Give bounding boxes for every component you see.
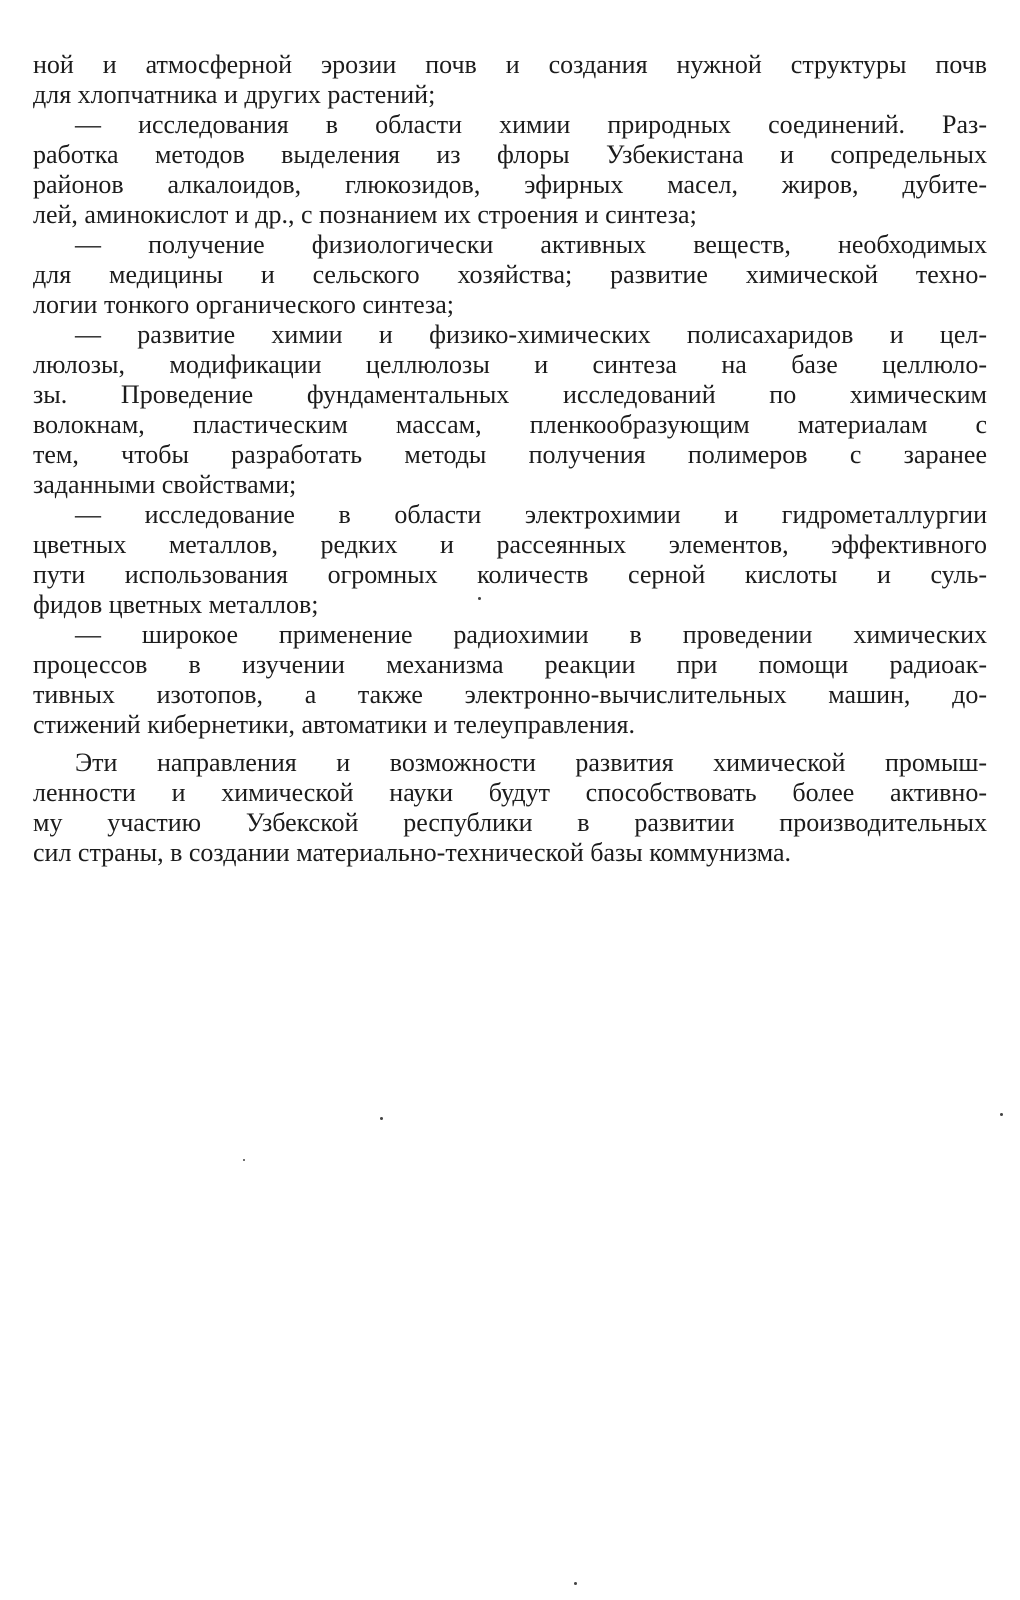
text-line: фидов цветных металлов; xyxy=(33,590,319,619)
text-line: сил страны, в создании материально-технической базы коммунизма. xyxy=(33,838,792,867)
text-line: волокнам, пластическим массам, пленкообразующим материалам с xyxy=(33,410,987,439)
text-line: процессов в изучении механизма реакции при помощи радиоак- xyxy=(33,650,987,679)
text-line: заданными свойствами; xyxy=(33,470,297,499)
paragraph xyxy=(33,110,987,230)
text-line: пути использования огромных количеств серной кислоты и суль- xyxy=(33,560,987,589)
paragraph xyxy=(33,230,987,320)
scan-speck xyxy=(1000,1113,1003,1116)
text-line: — получение физиологически активных веществ, необходимых xyxy=(75,230,987,259)
scan-speck xyxy=(380,1117,383,1120)
text-line: му участию Узбекской республики в развитии производительных xyxy=(33,808,987,837)
scan-speck xyxy=(478,597,481,600)
paragraph xyxy=(33,320,987,500)
scan-speck xyxy=(574,1582,577,1585)
document-page xyxy=(33,50,987,868)
paragraph xyxy=(33,748,987,868)
scan-speck xyxy=(243,1159,245,1161)
text-line: цветных металлов, редких и рассеянных элементов, эффективного xyxy=(33,530,987,559)
text-line: работка методов выделения из флоры Узбекистана и сопредельных xyxy=(33,140,987,169)
text-line: для медицины и сельского хозяйства; развитие химической техно- xyxy=(33,260,987,289)
text-line: тем, чтобы разработать методы получения полимеров с заранее xyxy=(33,440,987,469)
text-line: логии тонкого органического синтеза; xyxy=(33,290,455,319)
text-line: Эти направления и возможности развития химической промыш- xyxy=(75,748,987,777)
text-line: стижений кибернетики, автоматики и телеуправления. xyxy=(33,710,635,739)
paragraph xyxy=(33,500,987,620)
text-line: зы. Проведение фундаментальных исследований по химическим xyxy=(33,380,987,409)
text-line: — исследование в области электрохимии и гидрометаллургии xyxy=(75,500,987,529)
text-line: — развитие химии и физико-химических полисахаридов и цел- xyxy=(75,320,987,349)
paragraph xyxy=(33,50,987,110)
text-line: — исследования в области химии природных соединений. Раз- xyxy=(75,110,987,139)
text-line: тивных изотопов, а также электронно-вычислительных машин, до- xyxy=(33,680,987,709)
text-line: — широкое применение радиохимии в проведении химических xyxy=(75,620,987,649)
paragraph xyxy=(33,620,987,740)
text-line: районов алкалоидов, глюкозидов, эфирных масел, жиров, дубите- xyxy=(33,170,987,199)
text-line: ной и атмосферной эрозии почв и создания нужной структуры почв xyxy=(33,50,987,79)
paragraph-gap xyxy=(33,740,987,748)
text-line: лей, аминокислот и др., с познанием их строения и синтеза; xyxy=(33,200,697,229)
text-line: для хлопчатника и других растений; xyxy=(33,80,436,109)
text-line: люлозы, модификации целлюлозы и синтеза на базе целлюло- xyxy=(33,350,987,379)
text-line: ленности и химической науки будут способствовать более активно- xyxy=(33,778,987,807)
